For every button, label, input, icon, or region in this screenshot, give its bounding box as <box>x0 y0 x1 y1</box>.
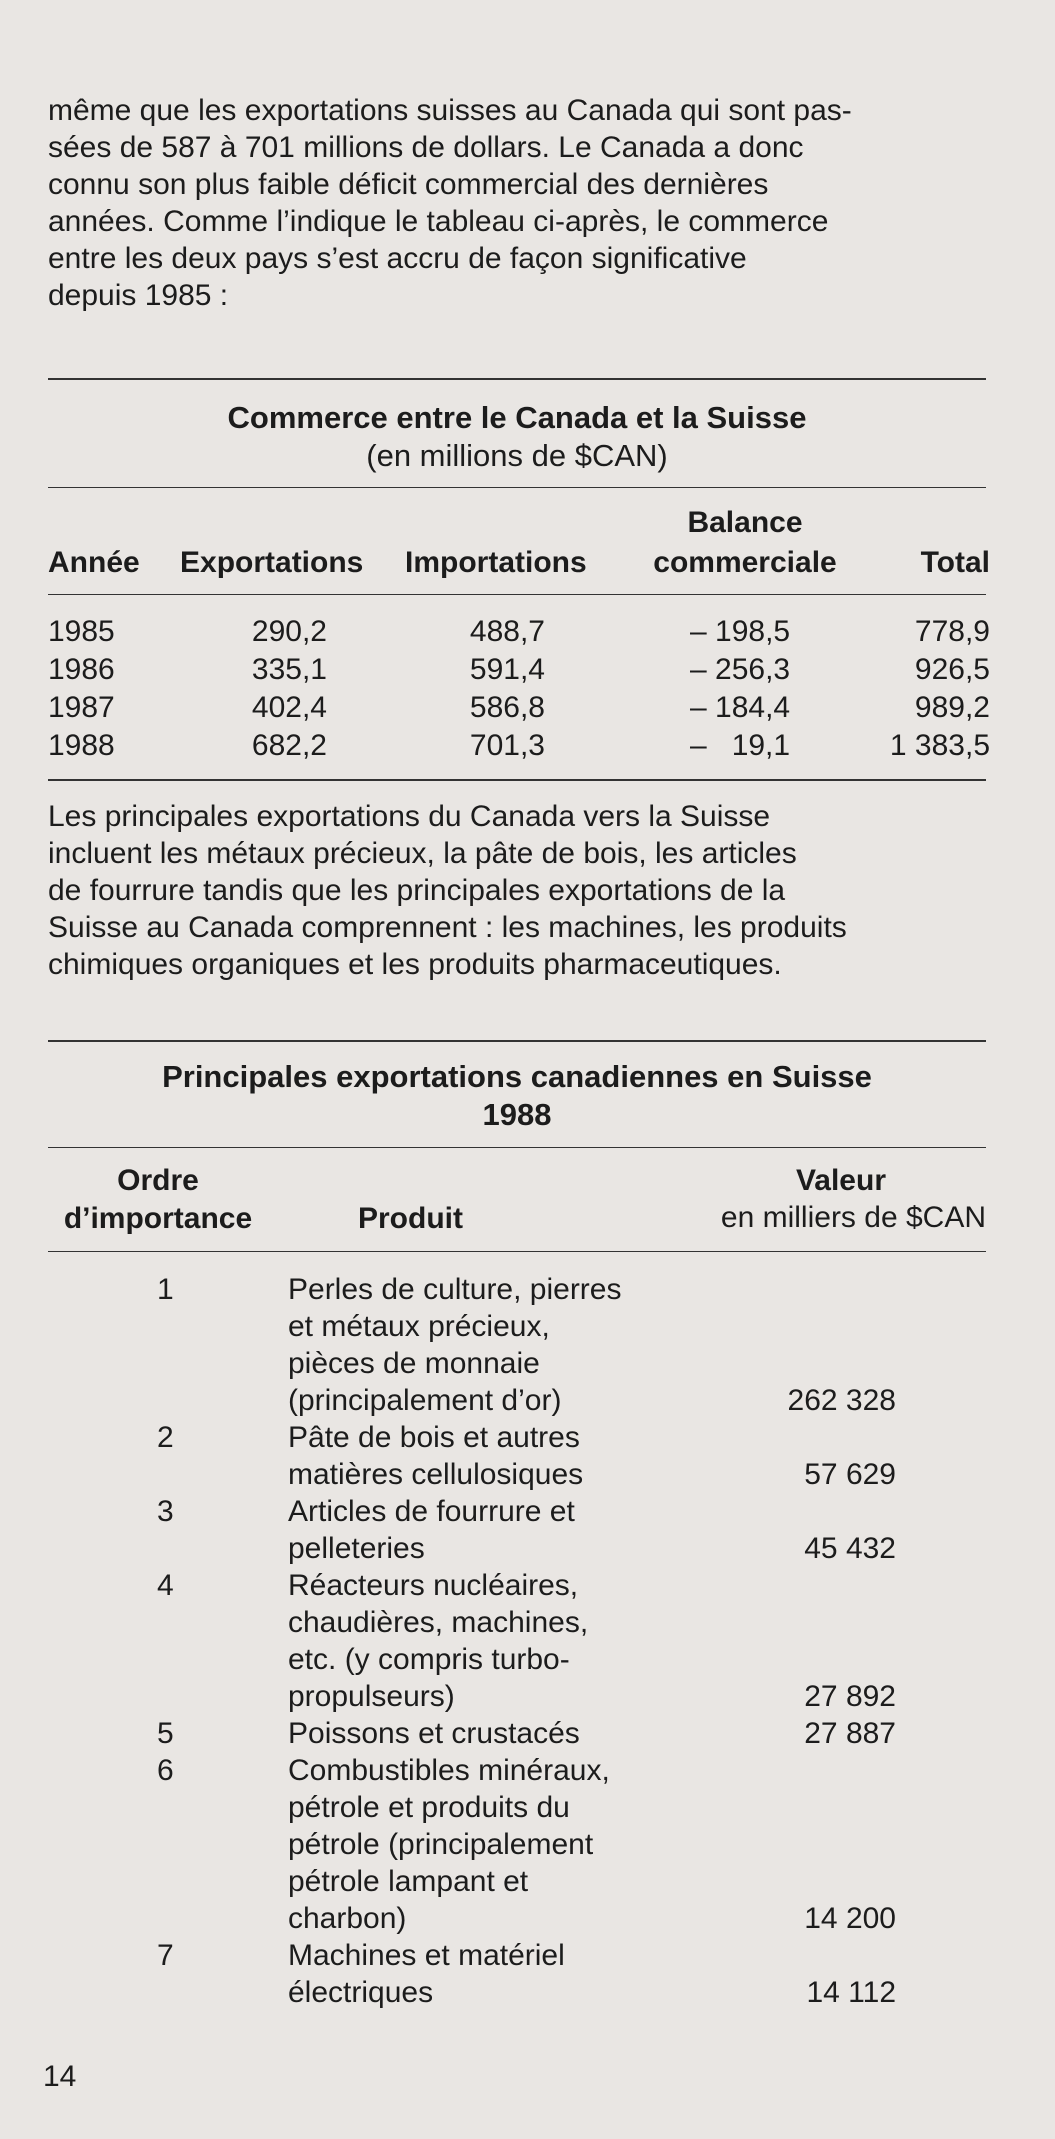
product-line: chaudières, machines, <box>288 1606 589 1639</box>
table-cell-exports: 335,1 <box>251 653 327 686</box>
text-line: Suisse au Canada comprennent : les machines, les produits <box>48 911 847 944</box>
text-line: même que les exportations suisses au Canada qui sont pas- <box>48 94 852 127</box>
product-line: matières cellulosiques <box>288 1458 584 1491</box>
table-cell-product <box>288 1271 708 1419</box>
table2-title: Principales exportations canadiennes en Suisse <box>162 1059 872 1094</box>
table2-subtitle: 1988 <box>482 1097 552 1132</box>
table-cell-total: 989,2 <box>914 691 990 724</box>
table-cell-product <box>288 1419 708 1493</box>
table-cell-imports: 701,3 <box>469 729 545 762</box>
table-cell-value: 27 892 <box>804 1680 896 1713</box>
table-cell-exports: 402,4 <box>251 691 327 724</box>
product-line: etc. (y compris turbo- <box>288 1643 570 1676</box>
product-line: Poissons et crustacés <box>288 1717 580 1750</box>
table-cell-balance: – 19,1 <box>690 729 791 762</box>
col-header-rank-line2: d’importance <box>63 1202 253 1235</box>
table-cell-imports: 591,4 <box>469 653 545 686</box>
col-header-balance-line2: commerciale <box>653 546 837 579</box>
table1-top-rule <box>48 378 986 380</box>
table-cell-value: 57 629 <box>804 1458 896 1491</box>
product-line: et métaux précieux, <box>288 1310 550 1343</box>
table2-top-rule <box>48 1040 986 1042</box>
table-cell-balance: – 198,5 <box>690 615 791 648</box>
table-cell-value: 14 200 <box>804 1902 896 1935</box>
table-cell-rank: 5 <box>157 1717 174 1750</box>
product-line: pétrole lampant et <box>288 1865 529 1898</box>
middle-paragraph <box>48 798 993 983</box>
col-header-product: Produit <box>358 1202 463 1235</box>
product-line: Articles de fourrure et <box>288 1495 575 1528</box>
table-cell-year: 1987 <box>48 691 115 724</box>
table-cell-product <box>288 1715 708 1752</box>
col-header-exports: Exportations <box>180 546 364 579</box>
product-line: pétrole (principalement <box>288 1828 594 1861</box>
text-line: Les principales exportations du Canada vers la Suisse <box>48 800 771 833</box>
table-cell-balance: – 256,3 <box>690 653 791 686</box>
table2-header-rule <box>48 1251 986 1252</box>
col-header-year: Année <box>48 546 140 579</box>
table-cell-rank: 3 <box>157 1495 174 1528</box>
table-cell-rank: 6 <box>157 1754 174 1787</box>
col-header-balance-line1: Balance <box>687 506 803 539</box>
product-line: électriques <box>288 1976 434 2009</box>
table-cell-year: 1986 <box>48 653 115 686</box>
table-cell-year: 1985 <box>48 615 115 648</box>
table-cell-rank: 4 <box>157 1569 174 1602</box>
product-line: pétrole et produits du <box>288 1791 570 1824</box>
table-cell-total: 778,9 <box>914 615 990 648</box>
table-cell-exports: 682,2 <box>251 729 327 762</box>
product-line: pelleteries <box>288 1532 425 1565</box>
col-header-total: Total <box>920 546 990 579</box>
table-cell-total: 1 383,5 <box>889 729 990 762</box>
table-cell-rank: 1 <box>157 1273 174 1306</box>
product-line: charbon) <box>288 1902 407 1935</box>
product-line: Pâte de bois et autres <box>288 1421 580 1454</box>
table-cell-year: 1988 <box>48 729 115 762</box>
product-line: pièces de monnaie <box>288 1347 540 1380</box>
col-header-value-line1: Valeur <box>795 1164 886 1197</box>
table1-title: Commerce entre le Canada et la Suisse <box>227 400 807 435</box>
col-header-rank-line1: Ordre <box>117 1164 199 1197</box>
table-cell-rank: 2 <box>157 1421 174 1454</box>
table-cell-value: 14 112 <box>806 1976 896 2009</box>
text-line: depuis 1985 : <box>48 279 229 312</box>
table-cell-imports: 586,8 <box>469 691 545 724</box>
text-line: sées de 587 à 701 millions de dollars. Le Canada a donc <box>48 131 804 164</box>
table-cell-value: 45 432 <box>804 1532 896 1565</box>
product-line: Réacteurs nucléaires, <box>288 1569 579 1602</box>
table-cell-total: 926,5 <box>914 653 990 686</box>
table-cell-value: 262 328 <box>787 1384 896 1417</box>
table-cell-product <box>288 1752 708 1937</box>
text-line: chimiques organiques et les produits pharmaceutiques. <box>48 948 782 981</box>
product-line: Machines et matériel <box>288 1939 565 1972</box>
product-line: Combustibles minéraux, <box>288 1754 610 1787</box>
table1-bottom-rule <box>48 779 986 781</box>
table2-title-rule <box>48 1147 986 1148</box>
table1-subtitle: (en millions de $CAN) <box>366 438 668 473</box>
table1-header-rule <box>48 594 986 595</box>
table1-title-rule <box>48 487 986 488</box>
table-cell-rank: 7 <box>157 1939 174 1972</box>
table-cell-imports: 488,7 <box>469 615 545 648</box>
product-line: (principalement d’or) <box>288 1384 562 1417</box>
text-line: incluent les métaux précieux, la pâte de bois, les articles <box>48 837 797 870</box>
text-line: entre les deux pays s’est accru de façon significative <box>48 242 747 275</box>
text-line: connu son plus faible déficit commercial des dernières <box>48 168 769 201</box>
table-cell-product <box>288 1567 708 1715</box>
table-cell-product <box>288 1493 708 1567</box>
intro-paragraph <box>48 92 993 314</box>
text-line: années. Comme l’indique le tableau ci-après, le commerce <box>48 205 829 238</box>
product-line: propulseurs) <box>288 1680 455 1713</box>
col-header-imports: Importations <box>405 546 587 579</box>
table-cell-value: 27 887 <box>804 1717 896 1750</box>
text-line: de fourrure tandis que les principales exportations de la <box>48 874 786 907</box>
table-cell-exports: 290,2 <box>251 615 327 648</box>
table-cell-product <box>288 1937 708 2011</box>
product-line: Perles de culture, pierres <box>288 1273 622 1306</box>
col-header-value-line2: en milliers de $CAN <box>720 1201 986 1234</box>
page-number: 14 <box>43 2060 77 2093</box>
table-cell-balance: – 184,4 <box>690 691 791 724</box>
